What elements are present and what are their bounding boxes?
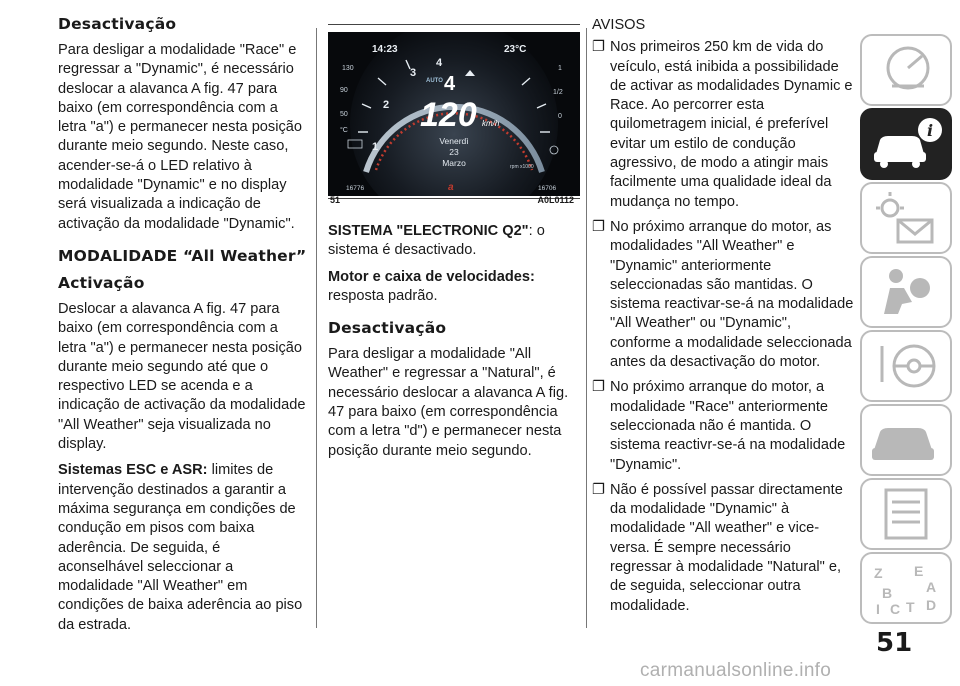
figure-caption xyxy=(328,191,580,205)
odometer-right: 16706 xyxy=(538,185,557,192)
chapter-tab-starting-driving[interactable] xyxy=(860,330,952,402)
fuel-scale-full: 1 xyxy=(558,65,562,72)
fuel-scale-half: 1/2 xyxy=(553,89,563,96)
figure-top-rule xyxy=(328,24,580,25)
chapter-tab-lights-messages[interactable] xyxy=(860,182,952,254)
date-number: 23 xyxy=(449,147,459,157)
temp-scale-130: 130 xyxy=(342,65,354,72)
rpm-tick-3: 3 xyxy=(410,67,417,79)
car-emergency-icon xyxy=(872,428,934,460)
dashboard-figure xyxy=(328,16,580,204)
index-letter-t: T xyxy=(906,599,915,615)
index-letter-c: C xyxy=(890,601,901,617)
chapter-tab-index[interactable] xyxy=(860,552,952,624)
figure-number: 51 xyxy=(330,195,341,205)
index-letter-b: B xyxy=(882,585,893,601)
paragraph-activation: Deslocar a alavanca A fig. 47 para baixo (em correspondência com a letra "a") e permanecer nesta posição durante meio segundo até que o respectivo LED se acenda e a indicação de activação da modalidade "All Weather" seja visualizada no display. xyxy=(58,300,306,453)
chapter-tab-car-info[interactable] xyxy=(860,108,952,180)
checkbox-bullet-icon: ❐ xyxy=(592,481,606,498)
chapter-tab-emergency[interactable] xyxy=(860,404,952,476)
chapter-tab-safety[interactable] xyxy=(860,256,952,328)
outside-temp-readout: 23°C xyxy=(504,44,527,55)
chapter-tab-dashboard[interactable] xyxy=(860,34,952,106)
paragraph-deactivation: Para desligar a modalidade "Race" e regressar a "Dynamic", é necessário deslocar a alavanca A fig. 47 para baixo (em correspondência com a letra "a") e permanecer nesta posição durante meio segundo. Neste caso, acender-se-á o LED relativo à modalidade "Dynamic" e no display será visualizada a indicação de activação da modalidade "Dynamic". xyxy=(58,42,302,232)
column-right xyxy=(592,16,854,622)
instrument-cluster-image xyxy=(328,32,580,196)
warning-item xyxy=(592,378,854,474)
paragraph-deactivation-2: Para desligar a modalidade "All Weather" e regressar a "Natural", é necessário deslocar a alavanca A fig. 47 para baixo (em correspondência com a letra "d") e permanecer nesta posição durante meio segundo. xyxy=(328,346,569,459)
alphabet-index-icon xyxy=(874,563,936,617)
temp-scale-50: 50 xyxy=(340,111,348,118)
index-letter-z: Z xyxy=(874,565,883,581)
dashboard-gauge-icon xyxy=(888,48,928,88)
warning-item xyxy=(592,218,854,372)
fuel-scale-empty: 0 xyxy=(558,113,562,120)
heading-all-weather-mode: MODALIDADE “All Weather” xyxy=(58,246,307,265)
safety-airbag-icon xyxy=(884,269,930,314)
clock-readout: 14:23 xyxy=(372,44,398,55)
warning-text: No próximo arranque do motor, a modalidade "Race" anteriormente seleccionada não é mantida. O sistema reactivr-se-á na modalidade "Dynamic". xyxy=(610,379,846,473)
page-number: 51 xyxy=(876,628,913,658)
esc-asr-text: limites de intervenção destinados a garantir a máxima segurança em condições de condução em pisos com baixa aderência. De seguida, é aconselhável seleccionar a modalidade "All Weather" em condições de baixa aderência ao piso da estrada. xyxy=(58,462,303,633)
esc-asr-label: Sistemas ESC e ASR: xyxy=(58,462,208,479)
speed-unit: km/h xyxy=(482,119,500,128)
warning-lights-envelope-icon xyxy=(876,192,932,242)
column-middle xyxy=(328,16,580,468)
gear-indicator: 4 xyxy=(444,73,456,95)
rpm-tick-2: 2 xyxy=(383,99,390,111)
index-letter-d: D xyxy=(926,597,937,613)
index-letter-i: I xyxy=(876,601,880,617)
rpm-tick-4: 4 xyxy=(436,57,443,69)
rpm-unit-label: rpm x1000 xyxy=(510,164,534,170)
figure-letter-a: a xyxy=(448,182,454,193)
gear-mode-label: AUTO xyxy=(426,78,443,84)
temp-scale-90: 90 xyxy=(340,87,348,94)
warning-item xyxy=(592,481,854,616)
paragraph-motor xyxy=(328,268,580,307)
speed-readout: 120 xyxy=(420,96,477,134)
info-i-letter: i xyxy=(927,121,934,140)
warning-text: Não é possível passar directamente da modalidade "Dynamic" à modalidade "All weather" e vice-versa. É sempre necessário regressar à modalidade "Natural" e, de seguida, seleccionar outra modalidade. xyxy=(610,481,843,614)
rpm-tick-1: 1 xyxy=(372,141,379,153)
index-letter-a: A xyxy=(926,579,937,595)
checkbox-bullet-icon: ❐ xyxy=(592,39,606,56)
warning-text: Nos primeiros 250 km de vida do veículo, está inibida a possibilidade de activar as modalidades Dynamic e Race. Ao percorrer esta quilometragem inicial, é preferível evitar um estilo de condução agressivo, de modo a atingir mais facilmente uma qualidade ideal da mudança no tempo. xyxy=(610,39,853,210)
instrument-cluster-drawing xyxy=(328,32,580,196)
warning-item xyxy=(592,38,854,212)
motor-label: Motor e caixa de velocidades: xyxy=(328,268,535,285)
date-day: Venerdì xyxy=(439,136,469,146)
paragraph-esc-asr xyxy=(58,461,308,635)
warnings-title: AVISOS xyxy=(592,17,646,33)
checkbox-bullet-icon: ❐ xyxy=(592,218,606,235)
column-left xyxy=(58,16,308,642)
paragraph-electronic-q2 xyxy=(328,222,580,261)
odometer-left: 16776 xyxy=(346,185,365,192)
checkbox-bullet-icon: ❐ xyxy=(592,379,606,396)
temp-unit: °C xyxy=(340,127,348,134)
column-divider-1 xyxy=(316,28,317,628)
figure-code: A0L0112 xyxy=(537,195,574,205)
date-month: Marzo xyxy=(442,158,466,168)
watermark-text: carmanualsonline.info xyxy=(640,660,832,681)
heading-activation: Activação xyxy=(58,273,145,292)
heading-deactivation: Desactivação xyxy=(58,15,177,33)
electronic-q2-text: : o sistema é desactivado. xyxy=(328,223,545,259)
heading-deactivation-2: Desactivação xyxy=(328,319,447,338)
warning-text: No próximo arranque do motor, as modalidades "All Weather" e "Dynamic" anteriormente seleccionadas são mantidas. O sistema reactivar-se-á na modalidade "All Weather" ou "Dynamic", conforme a modalidade seleccionada antes da desactivação do motor. xyxy=(610,218,854,371)
electronic-q2-label: SISTEMA "ELECTRONIC Q2" xyxy=(328,223,529,239)
motor-text: resposta padrão. xyxy=(328,287,438,304)
column-divider-2 xyxy=(586,28,587,628)
steering-wheel-icon xyxy=(882,346,934,386)
chapter-tab-maintenance[interactable] xyxy=(860,478,952,550)
index-letter-e: E xyxy=(914,563,924,579)
maintenance-checklist-icon xyxy=(886,490,926,538)
